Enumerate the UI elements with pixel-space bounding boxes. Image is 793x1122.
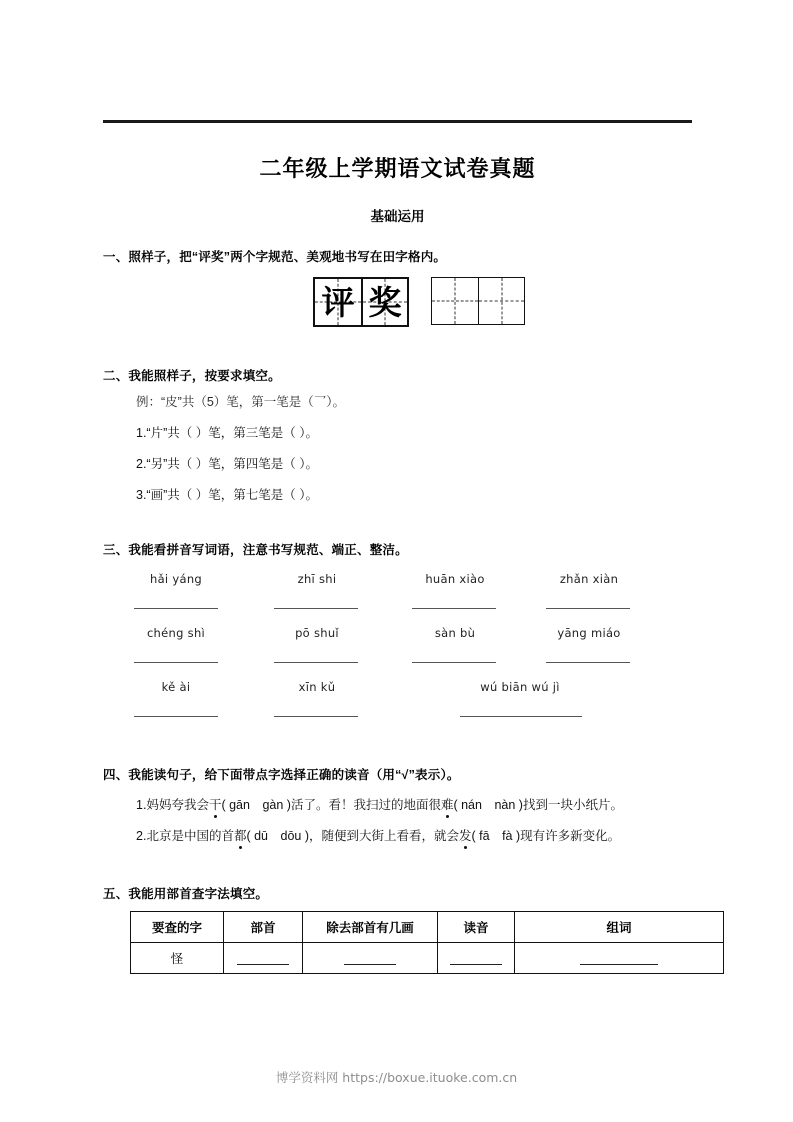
answer-line[interactable] [412, 662, 496, 663]
table-cell-answer[interactable] [303, 943, 438, 974]
section-5-heading: 五、我能用部首查字法填空。 [103, 887, 269, 901]
tianzige-group [313, 277, 525, 327]
pinyin-label: zhǎn xiàn [559, 572, 619, 586]
answer-line[interactable] [344, 952, 396, 965]
answer-line[interactable] [134, 716, 218, 717]
answer-line[interactable] [546, 608, 630, 609]
table-row [131, 943, 724, 974]
section-4-sentence[interactable] [136, 795, 623, 813]
header-rule [103, 120, 692, 123]
table-cell-answer[interactable] [515, 943, 724, 974]
section-4-heading: 四、我能读句子，给下面带点字选择正确的读音（用“√”表示）。 [103, 768, 460, 782]
emphasis-char: 发 [459, 826, 472, 844]
section-2-heading: 二、我能照样子，按要求填空。 [103, 369, 281, 383]
page-title: 二年级上学期语文试卷真题 [259, 156, 536, 181]
pinyin-label: zhī shi [297, 572, 337, 586]
tianzige-char: 奖 [368, 282, 402, 322]
table-header-cell: 组词 [515, 912, 724, 943]
answer-line[interactable] [450, 952, 502, 965]
pinyin-label: huān xiào [425, 572, 485, 586]
table-header-row [131, 912, 724, 943]
sentence-part: ( nán nàn )找到一块小纸片。 [453, 798, 623, 812]
section-4-sentence[interactable] [136, 826, 620, 844]
sentence-part: ( fā fà )现有许多新变化。 [471, 829, 621, 843]
footer-watermark: 博学资料网 https://boxue.ituoke.com.cn [275, 1070, 518, 1085]
section-2-example: 例：“皮”共（5）笔，第一笔是（乛）。 [136, 395, 346, 409]
emphasis-char: 都 [234, 826, 247, 844]
tianzige-answer-grid[interactable] [431, 277, 525, 325]
tianzige-cell-filled [315, 279, 361, 325]
section-1-heading: 一、照样子，把“评奖”两个字规范、美观地书写在田字格内。 [103, 250, 447, 264]
tianzige-cell-filled [361, 279, 407, 325]
table-header-cell: 除去部首有几画 [303, 912, 438, 943]
sentence-part: ( dū dōu )，随便到大街上看看，就会 [246, 829, 459, 843]
emphasis-char: 难 [441, 795, 454, 813]
answer-line[interactable] [274, 716, 358, 717]
tianzige-cell-empty[interactable] [432, 278, 478, 324]
section-2-item[interactable]: 3.“画”共（ ）笔，第七笔是（ ）。 [136, 488, 318, 502]
answer-line[interactable] [134, 608, 218, 609]
sentence-number: 1. [136, 798, 147, 812]
answer-line[interactable] [274, 608, 358, 609]
emphasis-char: 干 [209, 795, 222, 813]
sentence-number: 2. [136, 829, 147, 843]
pinyin-label: kě ài [161, 680, 191, 694]
answer-line[interactable] [580, 952, 658, 965]
answer-line[interactable] [134, 662, 218, 663]
pinyin-label: yāng miáo [557, 626, 621, 640]
section-2-item[interactable]: 2.“另”共（ ）笔，第四笔是（ ）。 [136, 457, 318, 471]
tianzige-cell-empty[interactable] [478, 278, 524, 324]
answer-line[interactable] [237, 952, 289, 965]
answer-line[interactable] [546, 662, 630, 663]
section-3-heading: 三、我能看拼音写词语，注意书写规范、端正、整洁。 [103, 543, 408, 557]
answer-line[interactable] [460, 716, 582, 717]
tianzige-example-grid [313, 277, 409, 327]
table-header-cell: 读音 [438, 912, 515, 943]
pinyin-label: xīn kǔ [298, 680, 336, 694]
table-header-cell: 要查的字 [131, 912, 224, 943]
pinyin-label: hǎi yáng [149, 572, 203, 586]
table-header-cell: 部首 [224, 912, 303, 943]
table-cell-query-char: 怪 [131, 943, 224, 974]
sentence-part: 北京是中国的首 [146, 829, 234, 843]
tianzige-char: 评 [321, 282, 355, 322]
answer-line[interactable] [412, 608, 496, 609]
answer-line[interactable] [274, 662, 358, 663]
table-cell-answer[interactable] [438, 943, 515, 974]
page-subtitle: 基础运用 [370, 209, 425, 224]
section-2-item[interactable]: 1.“片”共（ ）笔，第三笔是（ ）。 [136, 426, 318, 440]
pinyin-label: pō shuǐ [295, 626, 339, 640]
pinyin-label: chéng shì [146, 626, 206, 640]
radical-lookup-table [130, 911, 724, 974]
sentence-part: 妈妈夸我会 [146, 798, 209, 812]
sentence-part: ( gān gàn )活了。看！我扫过的地面很 [221, 798, 441, 812]
pinyin-label: sàn bù [434, 626, 476, 640]
pinyin-label: wú biān wú jì [480, 680, 560, 694]
table-cell-answer[interactable] [224, 943, 303, 974]
